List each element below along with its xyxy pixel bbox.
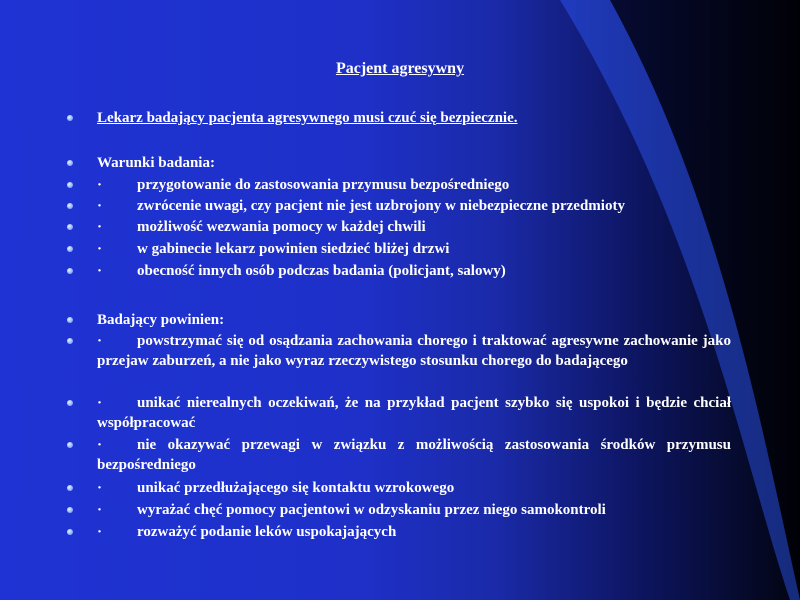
examiner-item: · nie okazywać przewagi w związku z możliwością zastosowania środków przymusu bezpośredniego xyxy=(97,437,731,473)
sub-bullet-glyph: · xyxy=(97,480,103,496)
conditions-heading: Warunki badania: xyxy=(97,155,215,171)
examiner-item: · unikać nierealnych oczekiwań, że na przykład pacjent szybko się uspokoi i będzie chciał współpracować xyxy=(97,395,731,431)
bullet-icon xyxy=(67,182,73,188)
bullet-icon xyxy=(67,529,73,535)
condition-item: · przygotowanie do zastosowania przymusu bezpośredniego xyxy=(97,177,510,193)
slide-title: Pacjent agresywny xyxy=(335,60,465,77)
examiner-item: · rozważyć podanie leków uspokajających xyxy=(97,524,397,540)
condition-item: · zwrócenie uwagi, czy pacjent nie jest uzbrojony w niebezpieczne przedmioty xyxy=(97,198,625,214)
sub-bullet-glyph: · xyxy=(97,395,103,411)
bullet-icon xyxy=(67,268,73,274)
sub-bullet-glyph: · xyxy=(97,502,103,518)
sub-bullet-glyph: · xyxy=(97,241,103,257)
bullet-icon xyxy=(67,224,73,230)
examiner-item: · unikać przedłużającego się kontaktu wzrokowego xyxy=(97,480,455,496)
condition-item: · możliwość wezwania pomocy w każdej chwili xyxy=(97,219,426,235)
condition-item: · w gabinecie lekarz powinien siedzieć bliżej drzwi xyxy=(97,241,450,257)
examiner-item: · powstrzymać się od osądzania zachowania chorego i traktować agresywne zachowanie jako przejaw zaburzeń, a nie jako wyraz rzeczywistego stosunku chorego do badającego xyxy=(97,333,731,369)
bullet-icon xyxy=(67,317,73,323)
bullet-icon xyxy=(67,485,73,491)
sub-bullet-glyph: · xyxy=(97,263,103,279)
bullet-icon xyxy=(67,338,73,344)
bullet-icon xyxy=(67,246,73,252)
condition-item: · obecność innych osób podczas badania (policjant, salowy) xyxy=(97,263,506,279)
sub-bullet-glyph: · xyxy=(97,219,103,235)
bullet-icon xyxy=(67,115,73,121)
bullet-icon xyxy=(67,442,73,448)
examiner-heading: Badający powinien: xyxy=(97,312,225,328)
bullet-icon xyxy=(67,400,73,406)
bullet-icon xyxy=(67,507,73,513)
sub-bullet-glyph: · xyxy=(97,198,103,214)
sub-bullet-glyph: · xyxy=(97,437,103,453)
sub-bullet-glyph: · xyxy=(97,524,103,540)
sub-bullet-glyph: · xyxy=(97,177,103,193)
bullet-icon xyxy=(67,203,73,209)
examiner-item: · wyrażać chęć pomocy pacjentowi w odzyskaniu przez niego samokontroli xyxy=(97,502,606,518)
bullet-icon xyxy=(67,160,73,166)
intro-text: Lekarz badający pacjenta agresywnego musi czuć się bezpiecznie. xyxy=(97,110,518,126)
sub-bullet-glyph: · xyxy=(97,333,103,349)
